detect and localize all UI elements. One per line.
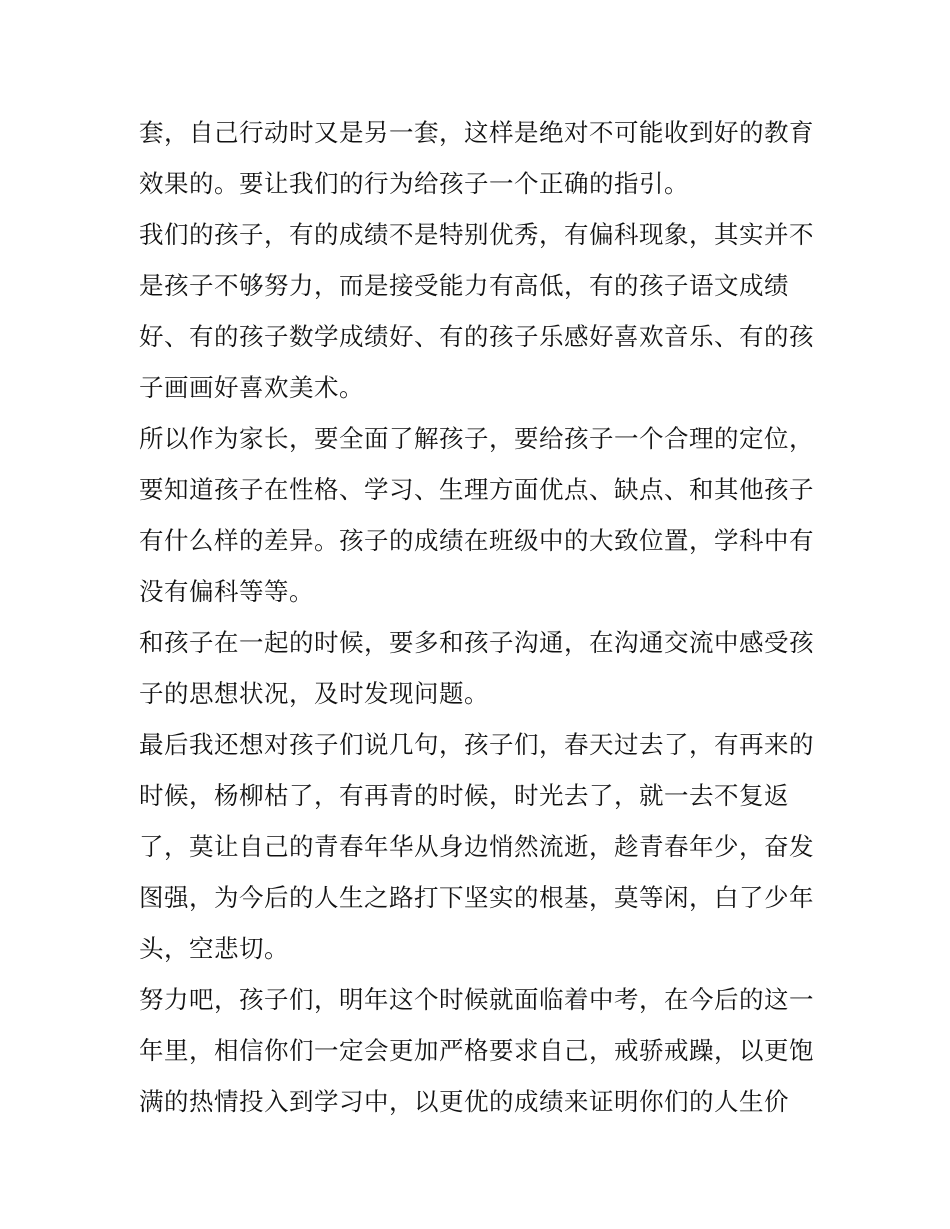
text-line: 所以作为家长，要全面了解孩子，要给孩子一个合理的定位， (139, 424, 814, 453)
text-line: 套，自己行动时又是另一套，这样是绝对不可能收到好的教育 (139, 118, 814, 147)
text-line: 是孩子不够努力，而是接受能力有高低，有的孩子语文成绩 (139, 271, 789, 300)
text-line: 最后我还想对孩子们说几句，孩子们，春天过去了，有再来的 (139, 730, 814, 759)
text-line: 年里，相信你们一定会更加严格要求自己，戒骄戒躁，以更饱 (139, 1036, 814, 1065)
text-line: 和孩子在一起的时候，要多和孩子沟通，在沟通交流中感受孩 (139, 628, 814, 657)
text-line: 头，空悲切。 (139, 934, 289, 963)
text-line: 子的思想状况，及时发现问题。 (139, 679, 489, 708)
document-body (139, 107, 819, 1127)
text-line: 效果的。要让我们的行为给孩子一个正确的指引。 (139, 169, 689, 198)
text-line: 子画画好喜欢美术。 (139, 373, 364, 402)
text-line: 时候，杨柳枯了，有再青的时候，时光去了，就一去不复返 (139, 781, 789, 810)
text-line: 有什么样的差异。孩子的成绩在班级中的大致位置，学科中有 (139, 526, 814, 555)
text-line: 没有偏科等等。 (139, 577, 314, 606)
text-line: 要知道孩子在性格、学习、生理方面优点、缺点、和其他孩子 (139, 475, 814, 504)
text-line: 图强，为今后的人生之路打下坚实的根基，莫等闲，白了少年 (139, 883, 814, 912)
text-line: 了，莫让自己的青春年华从身边悄然流逝，趁青春年少，奋发 (139, 832, 814, 861)
text-line: 好、有的孩子数学成绩好、有的孩子乐感好喜欢音乐、有的孩 (139, 322, 814, 351)
text-line: 努力吧，孩子们，明年这个时候就面临着中考，在今后的这一 (139, 985, 814, 1014)
text-line: 我们的孩子，有的成绩不是特别优秀，有偏科现象，其实并不 (139, 220, 814, 249)
text-line: 满的热情投入到学习中，以更优的成绩来证明你们的人生价 (139, 1087, 789, 1116)
